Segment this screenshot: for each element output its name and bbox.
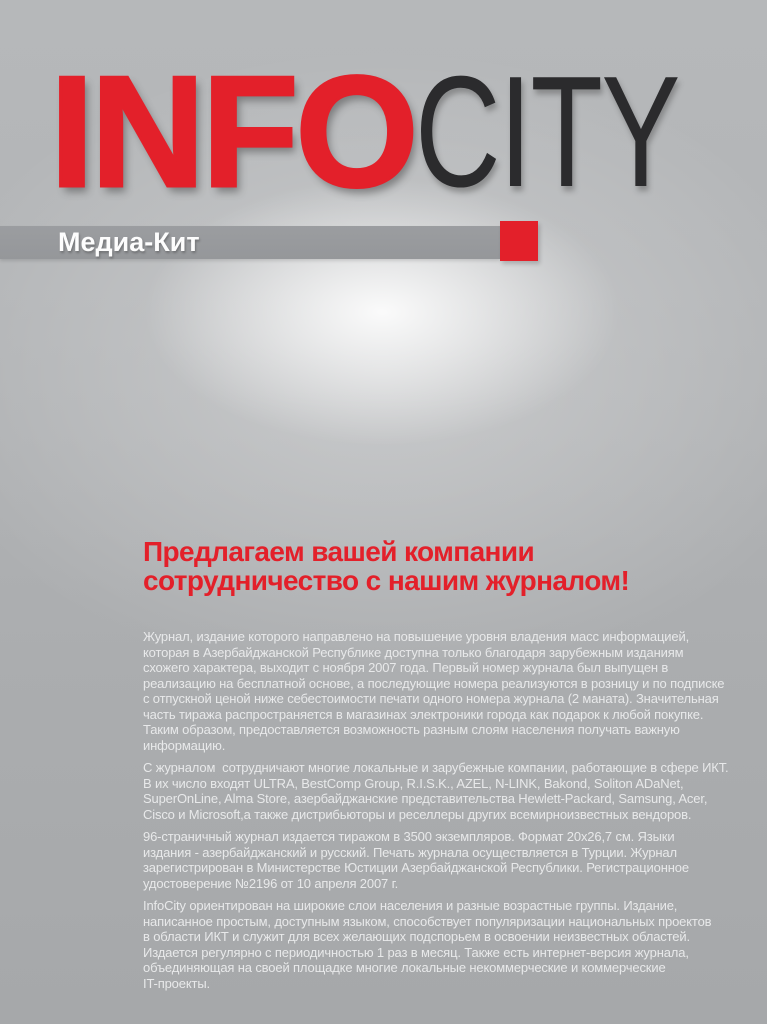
paragraph xyxy=(143,829,729,891)
paragraph xyxy=(143,629,729,753)
text-line: Издается регулярно с периодичностью 1 раз в месяц. Также есть интернет-версия журнала, xyxy=(143,944,689,960)
text-line: 96-страничный журнал издается тиражом в 3500 экземпляров. Формат 20х26,7 см. Языки xyxy=(143,829,675,844)
text-line: часть тиража распространяется в магазинах электроники города как подарок к любой покупке. xyxy=(143,706,704,722)
body-text xyxy=(143,629,729,998)
heading-line: Предлагаем вашей компании xyxy=(143,536,535,567)
text-line: Cisco и Microsoft,а также дистрибьюторы и реселлеры других всемирноизвестных вендоров. xyxy=(143,806,692,822)
text-line: схожего характера, выходит с ноября 2007 года. Первый номер журнала был выпущен в xyxy=(143,660,669,675)
text-line: которая в Азербайджанской Республике доступна только благодаря зарубежным изданиям xyxy=(143,644,684,660)
banner-label: Медиа-Кит xyxy=(58,227,200,257)
text-line: в области ИКТ и служит для всех желающих подспорьем в освоении неизвестных областей. xyxy=(143,929,690,944)
paragraph xyxy=(143,898,729,991)
red-square-accent xyxy=(500,221,538,261)
media-kit-banner xyxy=(0,226,500,259)
infocity-logo xyxy=(50,44,767,220)
text-line: SuperOnLine, Alma Store, азербайджанские представительства Hewlett-Packard, Samsung, Acer, xyxy=(143,791,708,806)
text-line: Таким образом, предоставляется возможность разным слоям населения получать важную xyxy=(143,722,680,737)
text-line: объединяющая на своей площадке многие локальные некоммерческие и коммерческие xyxy=(143,960,666,975)
text-line: Журнал, издание которого направлено на повышение уровня владения масс информацией, xyxy=(143,629,690,644)
text-line: InfoCity ориентирован на широкие слои населения и разные возрастные группы. Издание, xyxy=(143,898,678,913)
text-line: информацию. xyxy=(143,737,226,753)
text-line: написанное простым, доступным языком, способствует популяризации национальных проектов xyxy=(143,913,712,929)
text-line: зарегистрирован в Министерстве Юстиции Азербайджанской Республики. Регистрационное xyxy=(143,860,689,875)
text-line: издания - азербайджанский и русский. Печать журнала осуществляется в Турции. Журнал xyxy=(143,844,677,860)
paragraph xyxy=(143,760,729,822)
text-line: удостоверение №2196 от 10 апреля 2007 г. xyxy=(143,875,399,891)
text-line: реализацию на бесплатной основе, а последующие номера реализуются в розницу и по подписке xyxy=(143,675,725,691)
logo-text-city: CITY xyxy=(415,44,680,220)
text-line: IT-проекты. xyxy=(143,975,210,991)
offer-heading xyxy=(143,537,629,595)
heading-line: сотрудничество с нашим журналом! xyxy=(143,565,630,596)
text-line: В их число входят ULTRA, BestComp Group, R.I.S.K., AZEL, N-LINK, Bakond, Soliton ADaNet, xyxy=(143,775,684,791)
text-line: С журналом сотрудничают многие локальные и зарубежные компании, работающие в сфере ИКТ. xyxy=(143,760,729,775)
text-line: с отпускной ценой ниже себестоимости печати одного номера журнала (2 маната). Значительная xyxy=(143,691,719,706)
logo-text-info: INFO xyxy=(50,44,416,220)
